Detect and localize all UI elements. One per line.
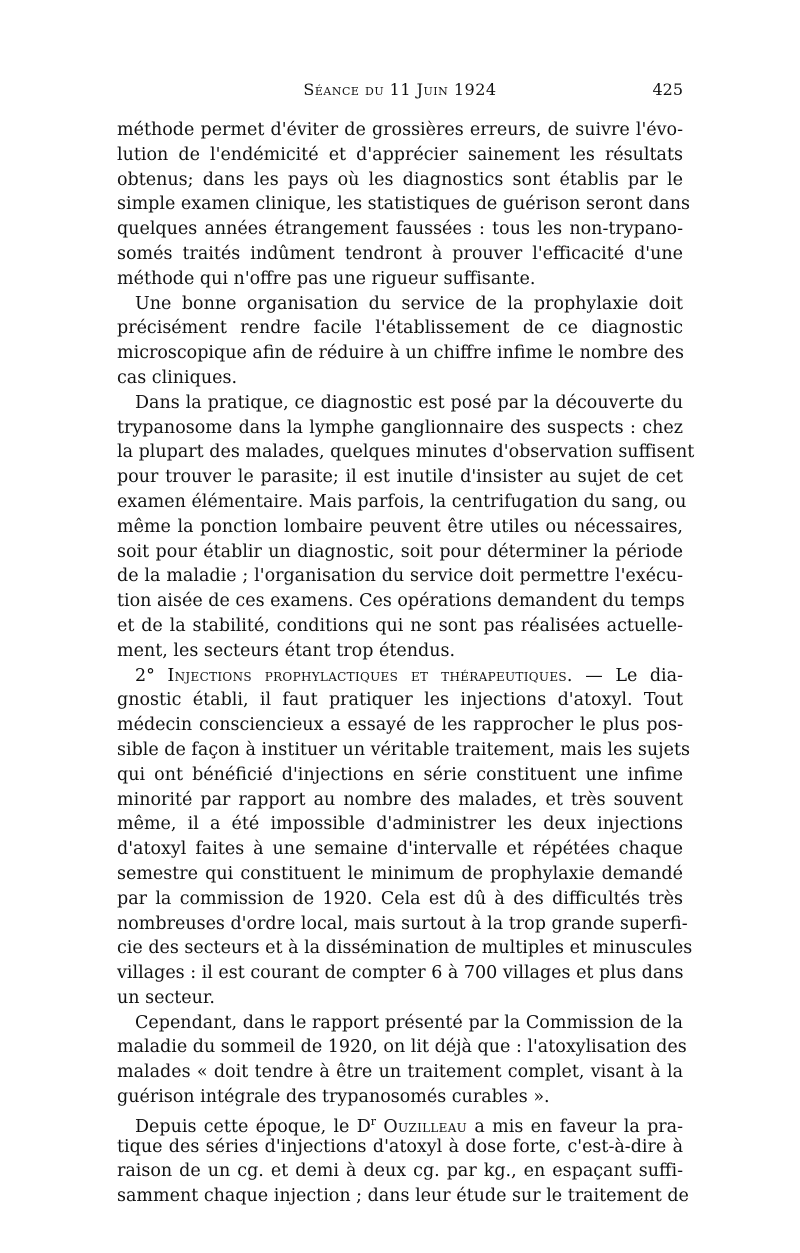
text-line: cas cliniques.: [117, 367, 238, 388]
text-line: somés traités indûment tendront à prouver l'efficacité d'une: [117, 243, 683, 264]
text-line: lution de l'endémicité et d'apprécier sainement les résultats: [117, 144, 683, 165]
text-line: soit pour établir un diagnostic, soit pour déterminer la période: [117, 541, 683, 562]
text-line: Cependant, dans le rapport présenté par la Commission de la: [135, 1012, 683, 1033]
text-line: un secteur.: [117, 987, 215, 1008]
section-heading: Injections prophylactiques et thérapeutiques.: [167, 665, 573, 686]
section-number: 2°: [135, 665, 155, 686]
text-line: méthode permet d'éviter de grossières erreurs, de suivre l'évo-: [117, 120, 683, 140]
text-line: pour trouver le parasite; il est inutile d'insister au sujet de cet: [117, 467, 683, 488]
running-title: Séance du 11 Juin 1924: [303, 80, 497, 99]
line-rest: a mis en faveur la pra-: [474, 1116, 683, 1137]
text-line: sible de façon à instituer un véritable traitement, mais les sujets: [117, 739, 690, 760]
text-line: même la ponction lombaire peuvent être utiles ou nécessaires,: [117, 516, 683, 537]
text-line: d'atoxyl faites à une semaine d'intervalle et répétées chaque: [117, 839, 683, 860]
text-line: microscopique afin de réduire à un chiffre infime le nombre des: [117, 343, 685, 364]
section-heading-line: [117, 664, 683, 689]
heading-line-rest: — Le dia-: [585, 665, 683, 686]
text-line: de la maladie ; l'organisation du service doit permettre l'exécu-: [117, 566, 683, 587]
running-head: [117, 80, 683, 104]
text-line: semestre qui constituent le minimum de prophylaxie demandé: [117, 863, 683, 884]
text-line: tion aisée de ces examens. Ces opérations demandent du temps: [117, 591, 685, 612]
text-line: même, il a été impossible d'administrer les deux injections: [117, 814, 683, 835]
text-line: et de la stabilité, conditions qui ne sont pas réalisées actuelle-: [117, 615, 683, 636]
text-line: gnostic établi, il faut pratiquer les injections d'atoxyl. Tout: [117, 690, 683, 711]
paragraph-6: [117, 1110, 689, 1209]
text-line: trypanosome dans la lymphe ganglionnaire des suspects : chez: [117, 417, 683, 438]
paragraph-3: [117, 391, 695, 664]
body-text: [117, 118, 695, 1209]
text-line: Dans la pratique, ce diagnostic est posé par la découverte du: [135, 392, 683, 413]
text-line: médecin consciencieux a essayé de les rapprocher le plus pos-: [117, 715, 683, 736]
text-line: méthode qui n'offre pas une rigueur suffisante.: [117, 268, 536, 289]
text-line: samment chaque injection ; dans leur étude sur le traitement de: [117, 1186, 689, 1207]
paragraph-5: [117, 1011, 687, 1110]
text-line: qui ont bénéficié d'injections en série constituent une infime: [117, 764, 683, 785]
text-line: cie des secteurs et à la dissémination de multiples et minuscules: [117, 938, 693, 959]
text-line: ment, les secteurs étant trop étendus.: [117, 640, 456, 661]
text-line: nombreuses d'ordre local, mais surtout à la trop grande superfi-: [117, 913, 688, 934]
text-line: maladie du sommeil de 1920, on lit déjà que : l'atoxylisation des: [117, 1037, 687, 1058]
text-line-with-name: [117, 1110, 683, 1135]
paragraph-1: [117, 118, 690, 292]
text-line: malades « doit tendre à être un traitement complet, visant à la: [117, 1062, 683, 1083]
text-line: villages : il est courant de compter 6 à 700 villages et plus dans: [117, 963, 684, 984]
title-superscript: r: [370, 1114, 377, 1128]
paragraph-2: [117, 292, 683, 391]
text-line: la plupart des malades, quelques minutes d'observation suffisent: [117, 442, 695, 463]
text-line: par la commission de 1920. Cela est dû à des difficultés très: [117, 888, 683, 909]
text-line: simple examen clinique, les statistiques de guérison seront dans: [117, 194, 690, 215]
paragraph-4: [117, 664, 693, 1011]
text-line: guérison intégrale des trypanosomés curables ».: [117, 1087, 550, 1108]
text-line: obtenus; dans les pays où les diagnostics sont établis par le: [117, 169, 683, 190]
text-line: précisément rendre facile l'établissement de ce diagnostic: [117, 318, 683, 339]
text-line: quelques années étrangement faussées : tous les non-trypano-: [117, 219, 683, 240]
text-line: Une bonne organisation du service de la prophylaxie doit: [135, 293, 683, 314]
line-prefix: Depuis cette époque, le D: [135, 1116, 371, 1137]
author-name: Ouzilleau: [383, 1116, 468, 1137]
text-line: raison de un cg. et demi à deux cg. par kg., en espaçant suffi-: [117, 1161, 683, 1182]
text-line: minorité par rapport au nombre des malades, et très souvent: [117, 789, 683, 810]
text-line: examen élémentaire. Mais parfois, la centrifugation du sang, ou: [117, 491, 687, 512]
text-line: tique des séries d'injections d'atoxyl à dose forte, c'est-à-dire à: [117, 1136, 683, 1157]
page-number: 425: [652, 80, 683, 99]
